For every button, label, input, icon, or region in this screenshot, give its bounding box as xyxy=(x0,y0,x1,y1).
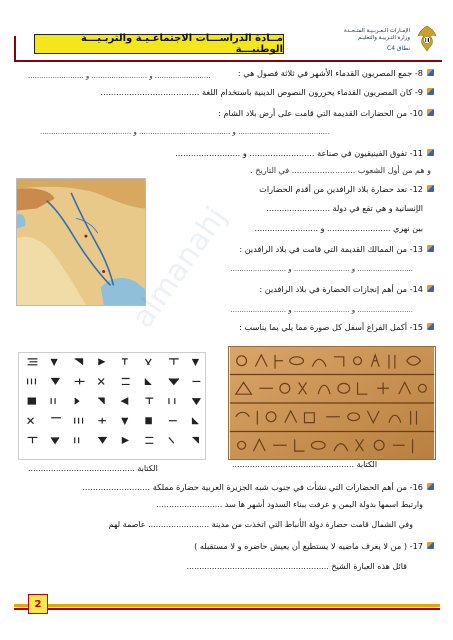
mesopotamia-map xyxy=(16,178,146,306)
bullet-icon xyxy=(427,483,435,491)
watermark: almanahj xyxy=(125,200,234,335)
answer-line: وفي الشمال قامت حضارة دولة الأنباط التي اتخذت من مدينة ........................ عاصمة لهم xyxy=(108,520,413,529)
bullet-icon xyxy=(427,185,435,193)
bullet-icon xyxy=(427,149,435,157)
page-number: 2 xyxy=(28,594,48,614)
bullet-icon xyxy=(427,285,435,293)
answer-line: ......................... و ......................... و ......................... xyxy=(28,72,211,80)
footer-rule-red xyxy=(14,608,440,610)
org-line-1: الإمـارات الـعـربـيـة المتـحـدة xyxy=(344,28,410,34)
bullet-icon xyxy=(427,245,435,253)
question-text: 11- تفوق الفينيقيون في صناعة ......................... و ......................... xyxy=(175,148,423,158)
question-text: 15- أكمل الفراغ أسفل كل صورة مما يلي بما يناسب : xyxy=(239,322,423,332)
question-text: 17- ( من لا يعرف ماضيه لا يستطيع أن يعيش حاضره و لا مستقبله ) xyxy=(194,541,423,551)
question-13 xyxy=(239,244,435,255)
bullet-icon xyxy=(427,542,435,550)
question-text: 16- من أهم الحضارات التي نشأت في جنوب شبه الجزيرة العربية حضارة مملكة .......................... xyxy=(82,482,423,492)
question-8 xyxy=(238,68,435,79)
question-9 xyxy=(101,87,435,98)
answer-line: قائل هذه العبارة الشيخ ........................................................ xyxy=(186,562,407,571)
bullet-icon xyxy=(427,109,435,117)
subject-title: مــادة الدراســـات الاجتماعـيـة والتربـيـــة الوطنيـــة xyxy=(80,33,283,55)
question-15 xyxy=(239,322,435,333)
question-17 xyxy=(194,541,435,552)
question-text: 12- تعد حضارة بلاد الرافدين من أقدم الحضارات xyxy=(259,184,423,194)
frame-left xyxy=(14,36,16,62)
answer-line: و هم من أول الشعوب ......................... في التاريخ . xyxy=(250,166,431,175)
question-12 xyxy=(259,184,435,195)
answer-line: ......................... و ......................... و ......................... xyxy=(230,265,413,273)
bullet-icon xyxy=(427,88,435,96)
ministry-logo-block xyxy=(310,24,440,64)
answer-line: ......................................... و ......................................... و ......................................... xyxy=(40,128,330,136)
question-text: 10- من الحضارات القديمة التي قامت على أرض بلاد الشام : xyxy=(218,108,423,118)
header xyxy=(10,18,443,64)
question-text: 13- من الممالك القديمة التي قامت في بلاد الرافدين : xyxy=(239,244,423,254)
question-11 xyxy=(175,148,435,159)
answer-line: الإنسانية و هي تقع في دولة ......................... xyxy=(266,204,423,213)
answer-line: ......................... و ......................... و ......................... xyxy=(230,306,413,314)
footer-rule-gold xyxy=(14,604,440,607)
question-10 xyxy=(218,108,435,119)
header-rule xyxy=(14,60,442,62)
left-image-caption: الكتابة .......................................... xyxy=(28,464,158,473)
question-14 xyxy=(259,284,435,295)
cuneiform-alphabet-image xyxy=(18,352,206,460)
subject-title-box xyxy=(34,34,284,54)
answer-line: بين نهري ......................... و ......................... xyxy=(254,224,423,233)
answer-line: وارتبط اسمها بدولة اليمن و عرفت ببناء السدود أشهر ها سد .......................... xyxy=(156,500,423,509)
question-text: 8- جمع المصريون القدماء الأشهر في ثلاثة فصول هي : xyxy=(237,68,423,78)
hieroglyphs-image xyxy=(228,346,436,460)
right-image-caption: الكتابة ................................................ xyxy=(232,460,378,469)
question-text: 14- من أهم إنجازات الحضارة في بلاد الرافدين : xyxy=(259,284,423,294)
question-text: 9- كان المصريون القدماء يحررون النصوص الدينية باستخدام اللغة ...................................... xyxy=(100,87,423,97)
question-16 xyxy=(82,482,435,493)
bullet-icon xyxy=(427,69,435,77)
org-line-2: وزارة التـربيـة والتعليـم xyxy=(357,35,410,41)
bullet-icon xyxy=(427,323,435,331)
grade-label: نطاق C4 xyxy=(387,45,410,52)
uae-emblem-icon xyxy=(414,24,440,54)
